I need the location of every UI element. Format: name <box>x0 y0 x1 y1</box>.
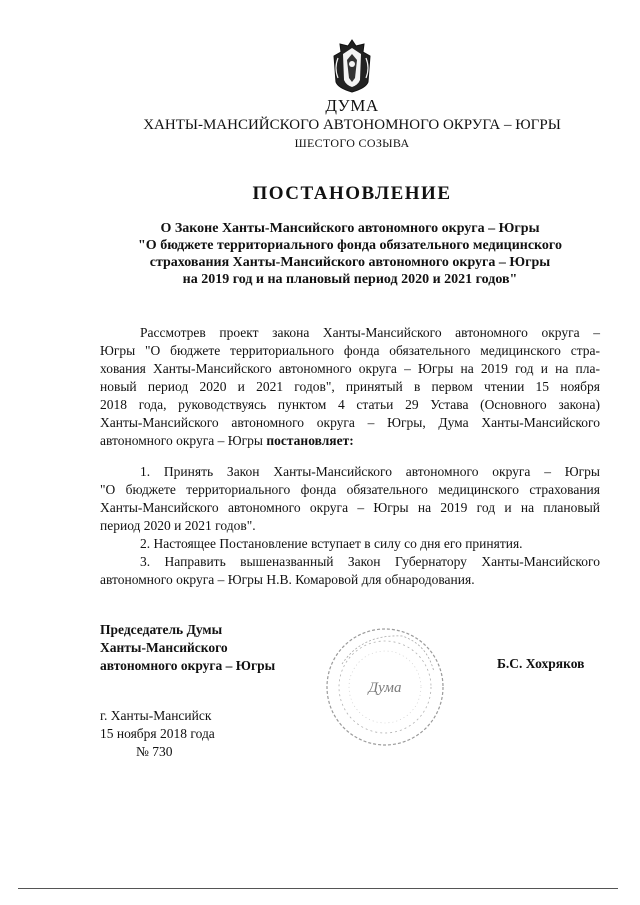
preamble <box>100 324 600 450</box>
item-line: период 2020 и 2021 годов". <box>100 518 256 533</box>
signatory-title-line: автономного округа – Югры <box>100 658 276 673</box>
preamble-line: Югры "О бюджете территориального фонда обязательного медицинского стра- <box>100 343 600 358</box>
resolution-items <box>100 463 600 589</box>
item-line: 2. Настоящее Постановление вступает в силу со дня его принятия. <box>140 536 523 551</box>
preamble-line <box>100 432 600 450</box>
seal-label: Дума <box>368 680 402 696</box>
city: г. Ханты-Мансийск <box>100 708 212 723</box>
coat-of-arms-icon <box>330 38 374 94</box>
item-line: 3. Направить вышеназванный Закон Губернатору Ханты-Мансийского <box>140 554 600 569</box>
item-line: "О бюджете территориального фонда обязательного медицинского страхования <box>100 482 600 497</box>
document-type: ПОСТАНОВЛЕНИЕ <box>252 183 452 204</box>
footer-divider <box>18 888 618 889</box>
item-line: 1. Принять Закон Ханты-Мансийского автономного округа – Югры <box>140 464 600 479</box>
subject-line: "О бюджете территориального фонда обязательного медицинского <box>138 238 562 253</box>
preamble-line: новый период 2020 и 2021 годов", принятый в первом чтении 15 ноября <box>100 379 600 394</box>
subject-line: на 2019 год и на плановый период 2020 и 2021 годов" <box>182 272 518 287</box>
item-line: автономного округа – Югры Н.В. Комаровой для обнародования. <box>100 572 475 587</box>
preamble-line: Ханты-Мансийского автономного округа – Югры, Дума Ханты-Мансийского <box>100 415 600 430</box>
preamble-line: хования Ханты-Мансийского автономного округа – Югры на 2019 год и на пла- <box>100 361 600 376</box>
signatory-name: Б.С. Хохряков <box>497 656 585 671</box>
item-line: Ханты-Мансийского автономного округа – Югры на 2019 год и на плановый <box>100 500 600 515</box>
preamble-last-text: автономного округа – Югры <box>100 433 263 448</box>
official-seal-icon <box>322 624 448 750</box>
preamble-line: Рассмотрев проект закона Ханты-Мансийского автономного округа – <box>140 325 600 340</box>
header-sozyv: ШЕСТОГО СОЗЫВА <box>294 136 410 150</box>
header-okrug: ХАНТЫ-МАНСИЙСКОГО АВТОНОМНОГО ОКРУГА – ЮГРЫ <box>143 117 561 133</box>
preamble-line: 2018 года, руководствуясь пунктом 4 статьи 29 Устава (Основного закона) <box>100 397 600 412</box>
subject-line: страхования Ханты-Мансийского автономного округа – Югры <box>149 255 551 270</box>
subject-line: О Законе Ханты-Мансийского автономного округа – Югры <box>160 221 540 236</box>
signatory-title-line: Ханты-Мансийского <box>100 640 228 655</box>
document-number: № 730 <box>136 744 173 759</box>
place-and-date <box>100 707 215 761</box>
document-subject <box>90 220 610 288</box>
resolves-word: постановляет: <box>266 433 354 448</box>
signatory-title-line: Председатель Думы <box>100 622 223 637</box>
date: 15 ноября 2018 года <box>100 726 215 741</box>
header-duma: ДУМА <box>325 96 379 115</box>
signatory-title <box>100 621 275 675</box>
